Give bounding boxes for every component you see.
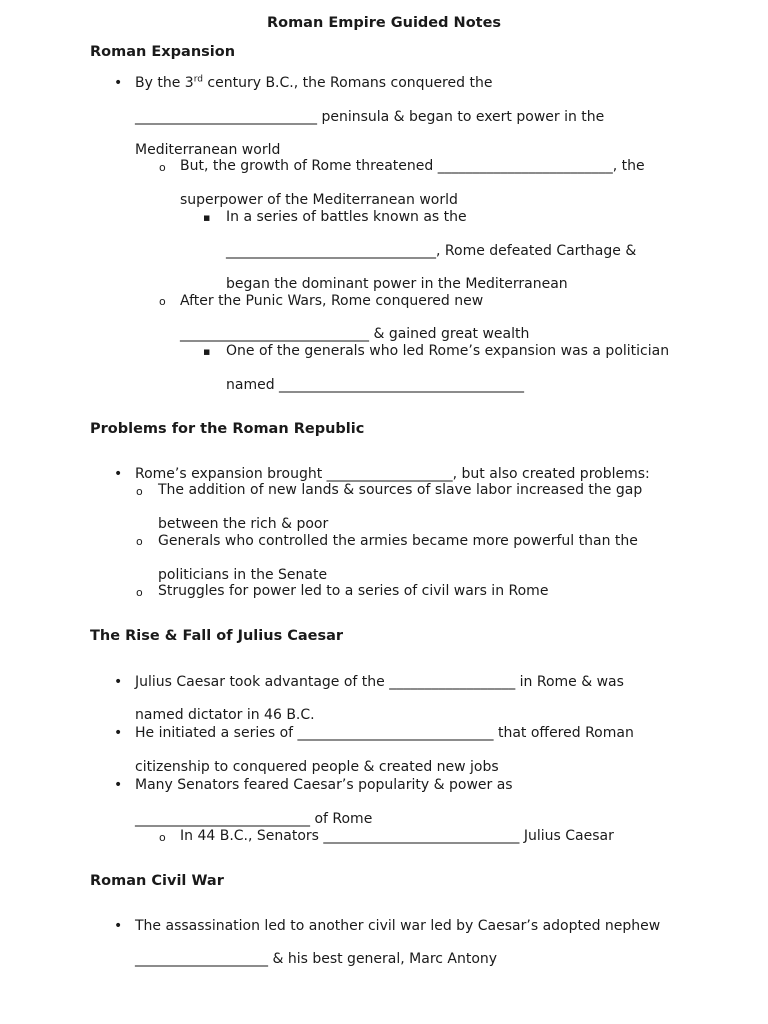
square-bullet-glyph: ▪ bbox=[203, 211, 211, 224]
problems-s2-line1: Generals who controlled the armies became more powerful than the bbox=[158, 533, 638, 549]
expansion-ss1-line1: In a series of battles known as the bbox=[226, 209, 467, 225]
bullet-glyph: • bbox=[114, 725, 123, 741]
expansion-ss1-line3: began the dominant power in the Mediterranean bbox=[226, 276, 568, 292]
expansion-s1-line2: superpower of the Mediterranean world bbox=[180, 192, 458, 208]
caesar-b1-line1: Julius Caesar took advantage of the __________________ in Rome & was bbox=[135, 674, 624, 690]
bullet-glyph: • bbox=[114, 466, 123, 482]
problems-s1-line1: The addition of new lands & sources of slave labor increased the gap bbox=[158, 482, 643, 498]
heading-roman-expansion: Roman Expansion bbox=[90, 44, 236, 60]
document-title: Roman Empire Guided Notes bbox=[266, 15, 502, 31]
heading-roman-civil-war: Roman Civil War bbox=[90, 873, 224, 889]
expansion-b1-line1 bbox=[135, 75, 492, 92]
caesar-b2-line2: citizenship to conquered people & created new jobs bbox=[135, 759, 499, 775]
caesar-b1-line2: named dictator in 46 B.C. bbox=[135, 707, 315, 723]
heading-problems-republic: Problems for the Roman Republic bbox=[90, 421, 365, 437]
expansion-b1-post: century B.C., the Romans conquered the bbox=[202, 75, 493, 91]
bullet-glyph: • bbox=[114, 918, 123, 934]
expansion-b1-line2: __________________________ peninsula & began to exert power in the bbox=[135, 109, 605, 125]
square-bullet-glyph: ▪ bbox=[203, 345, 211, 358]
bullet-glyph: • bbox=[114, 777, 123, 793]
circle-bullet-glyph: o bbox=[136, 586, 143, 599]
circle-bullet-glyph: o bbox=[159, 295, 166, 308]
expansion-ss2-line1: One of the generals who led Rome’s expansion was a politician bbox=[226, 343, 670, 359]
expansion-s2-line2: ___________________________ & gained great wealth bbox=[180, 326, 530, 342]
expansion-b1-line3: Mediterranean world bbox=[135, 142, 281, 158]
expansion-b1-pre: By the 3 bbox=[135, 75, 194, 91]
problems-b1: Rome’s expansion brought __________________, but also created problems: bbox=[135, 466, 650, 482]
caesar-s1: In 44 B.C., Senators ____________________________ Julius Caesar bbox=[180, 828, 614, 844]
circle-bullet-glyph: o bbox=[159, 831, 166, 844]
expansion-s2-line1: After the Punic Wars, Rome conquered new bbox=[180, 293, 484, 309]
circle-bullet-glyph: o bbox=[136, 535, 143, 548]
problems-s3: Struggles for power led to a series of civil wars in Rome bbox=[158, 583, 549, 599]
caesar-b2-line1: He initiated a series of ____________________________ that offered Roman bbox=[135, 725, 634, 741]
civilwar-b1-line1: The assassination led to another civil war led by Caesar’s adopted nephew bbox=[135, 918, 661, 934]
expansion-b1-sup: rd bbox=[193, 74, 203, 85]
caesar-b3-line1: Many Senators feared Caesar’s popularity & power as bbox=[135, 777, 513, 793]
expansion-ss1-line2: ______________________________, Rome defeated Carthage & bbox=[226, 243, 637, 259]
caesar-b3-line2: _________________________ of Rome bbox=[135, 811, 373, 827]
expansion-s1-line1: But, the growth of Rome threatened _________________________, the bbox=[180, 158, 645, 174]
civilwar-b1-line2: ___________________ & his best general, Marc Antony bbox=[135, 951, 498, 967]
expansion-ss2-line2: named ___________________________________ bbox=[226, 377, 525, 393]
problems-s1-line2: between the rich & poor bbox=[158, 516, 329, 532]
problems-s2-line2: politicians in the Senate bbox=[158, 567, 328, 583]
bullet-glyph: • bbox=[114, 75, 123, 91]
circle-bullet-glyph: o bbox=[136, 485, 143, 498]
bullet-glyph: • bbox=[114, 674, 123, 690]
circle-bullet-glyph: o bbox=[159, 161, 166, 174]
heading-julius-caesar: The Rise & Fall of Julius Caesar bbox=[90, 628, 344, 644]
